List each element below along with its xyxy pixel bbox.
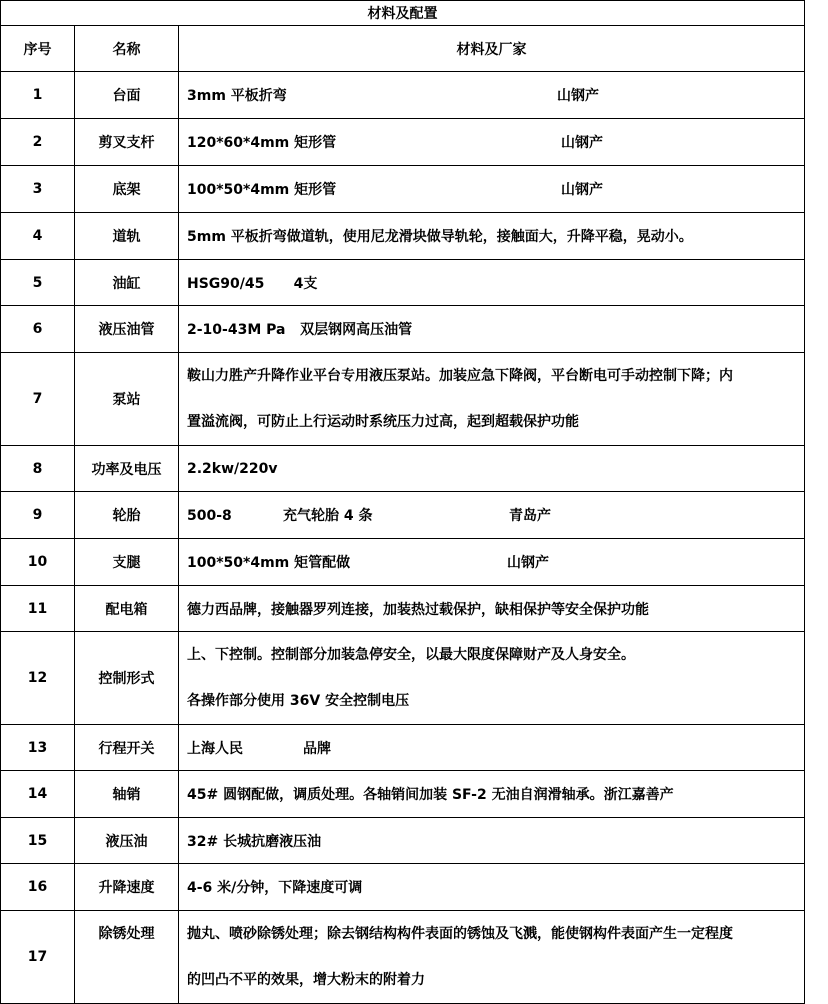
row-source: 山钢产 <box>557 88 599 104</box>
table-row <box>1 260 805 306</box>
row-material: 德力西品牌，接触器罗列连接，加装热过载保护，缺相保护等安全保护功能 <box>179 586 805 632</box>
row-no: 10 <box>1 539 75 586</box>
row-no: 3 <box>1 166 75 213</box>
table-row <box>1 446 805 492</box>
table-row <box>1 72 805 119</box>
row-material: 2-10-43M Pa 双层钢网高压油管 <box>179 306 805 353</box>
row-material-cell <box>179 725 805 771</box>
row-material-extra: 充气轮胎 4 条 <box>283 508 373 524</box>
row-no: 12 <box>1 632 75 725</box>
table-row <box>1 818 805 864</box>
row-no: 13 <box>1 725 75 771</box>
row-material-extra: 品牌 <box>303 740 331 757</box>
row-material-cell <box>179 911 805 1004</box>
row-source: 山钢产 <box>561 135 603 151</box>
row-no: 17 <box>1 911 75 1004</box>
table-header-row <box>1 26 805 72</box>
row-name: 液压油 <box>75 818 179 864</box>
row-material-cell <box>179 119 805 166</box>
row-source: 山钢产 <box>507 555 549 571</box>
row-material-cell <box>179 492 805 539</box>
row-name: 轴销 <box>75 771 179 818</box>
row-no: 4 <box>1 213 75 260</box>
table-row <box>1 539 805 586</box>
row-material: 500-8 <box>187 508 232 524</box>
row-name: 支腿 <box>75 539 179 586</box>
row-material-cell <box>179 166 805 213</box>
row-material-line: 各操作部分使用 36V 安全控制电压 <box>187 693 410 709</box>
row-no: 7 <box>1 353 75 446</box>
row-name: 油缸 <box>75 260 179 306</box>
row-no: 8 <box>1 446 75 492</box>
row-material-cell <box>179 632 805 725</box>
row-name: 配电箱 <box>75 586 179 632</box>
row-name: 控制形式 <box>75 632 179 725</box>
table-title: 材料及配置 <box>1 1 805 26</box>
table-title-row <box>1 1 805 26</box>
row-name: 除锈处理 <box>75 911 179 1004</box>
header-no: 序号 <box>1 26 75 72</box>
row-material-cell <box>179 353 805 446</box>
row-name: 升降速度 <box>75 864 179 911</box>
row-material-line: 上、下控制。控制部分加装急停安全，以最大限度保障财产及人身安全。 <box>187 647 635 663</box>
row-material: 120*60*4mm 矩形管 <box>187 135 337 151</box>
row-material-line: 鞍山力胜产升降作业平台专用液压泵站。加装应急下降阀，平台断电可手动控制下降；内 <box>187 368 733 384</box>
row-name: 泵站 <box>75 353 179 446</box>
table-row <box>1 492 805 539</box>
row-name: 行程开关 <box>75 725 179 771</box>
row-source: 山钢产 <box>561 182 603 198</box>
table-row <box>1 864 805 911</box>
row-name: 底架 <box>75 166 179 213</box>
table-row <box>1 911 805 1004</box>
row-no: 5 <box>1 260 75 306</box>
row-no: 11 <box>1 586 75 632</box>
row-name: 台面 <box>75 72 179 119</box>
row-no: 1 <box>1 72 75 119</box>
row-name: 道轨 <box>75 213 179 260</box>
row-no: 2 <box>1 119 75 166</box>
table-row <box>1 166 805 213</box>
table-row <box>1 586 805 632</box>
row-source: 青岛产 <box>509 508 551 524</box>
row-material: 上海人民 <box>187 740 243 757</box>
row-material: 3mm 平板折弯 <box>187 88 287 104</box>
row-material: HSG90/45 4支 <box>179 260 805 306</box>
row-no: 16 <box>1 864 75 911</box>
row-name: 功率及电压 <box>75 446 179 492</box>
row-material-line: 置溢流阀，可防止上行运动时系统压力过高，起到超载保护功能 <box>187 414 579 430</box>
row-no: 6 <box>1 306 75 353</box>
row-material: 2.2kw/220v <box>179 446 805 492</box>
row-material-cell <box>179 539 805 586</box>
table-row <box>1 119 805 166</box>
table-row <box>1 632 805 725</box>
table-row <box>1 725 805 771</box>
row-no: 14 <box>1 771 75 818</box>
row-material-cell <box>179 72 805 119</box>
row-material: 32# 长城抗磨液压油 <box>179 818 805 864</box>
row-material-line: 抛丸、喷砂除锈处理；除去钢结构构件表面的锈蚀及飞溅，能使钢构件表面产生一定程度 <box>187 926 733 942</box>
table-row <box>1 771 805 818</box>
row-name: 剪叉支杆 <box>75 119 179 166</box>
row-no: 15 <box>1 818 75 864</box>
header-name: 名称 <box>75 26 179 72</box>
row-material: 45# 圆钢配做，调质处理。各轴销间加装 SF-2 无油自润滑轴承。浙江嘉善产 <box>179 771 805 818</box>
row-material: 5mm 平板折弯做道轨，使用尼龙滑块做导轨轮，接触面大，升降平稳，晃动小。 <box>179 213 805 260</box>
table-row <box>1 353 805 446</box>
table-row <box>1 306 805 353</box>
row-material: 4-6 米/分钟，下降速度可调 <box>179 864 805 911</box>
header-material: 材料及厂家 <box>179 26 805 72</box>
row-material-line: 的凹凸不平的效果，增大粉末的附着力 <box>187 972 425 988</box>
row-name: 轮胎 <box>75 492 179 539</box>
row-name: 液压油管 <box>75 306 179 353</box>
row-material: 100*50*4mm 矩形管 <box>187 182 337 198</box>
table-row <box>1 213 805 260</box>
row-no: 9 <box>1 492 75 539</box>
row-material: 100*50*4mm 矩管配做 <box>187 555 351 571</box>
